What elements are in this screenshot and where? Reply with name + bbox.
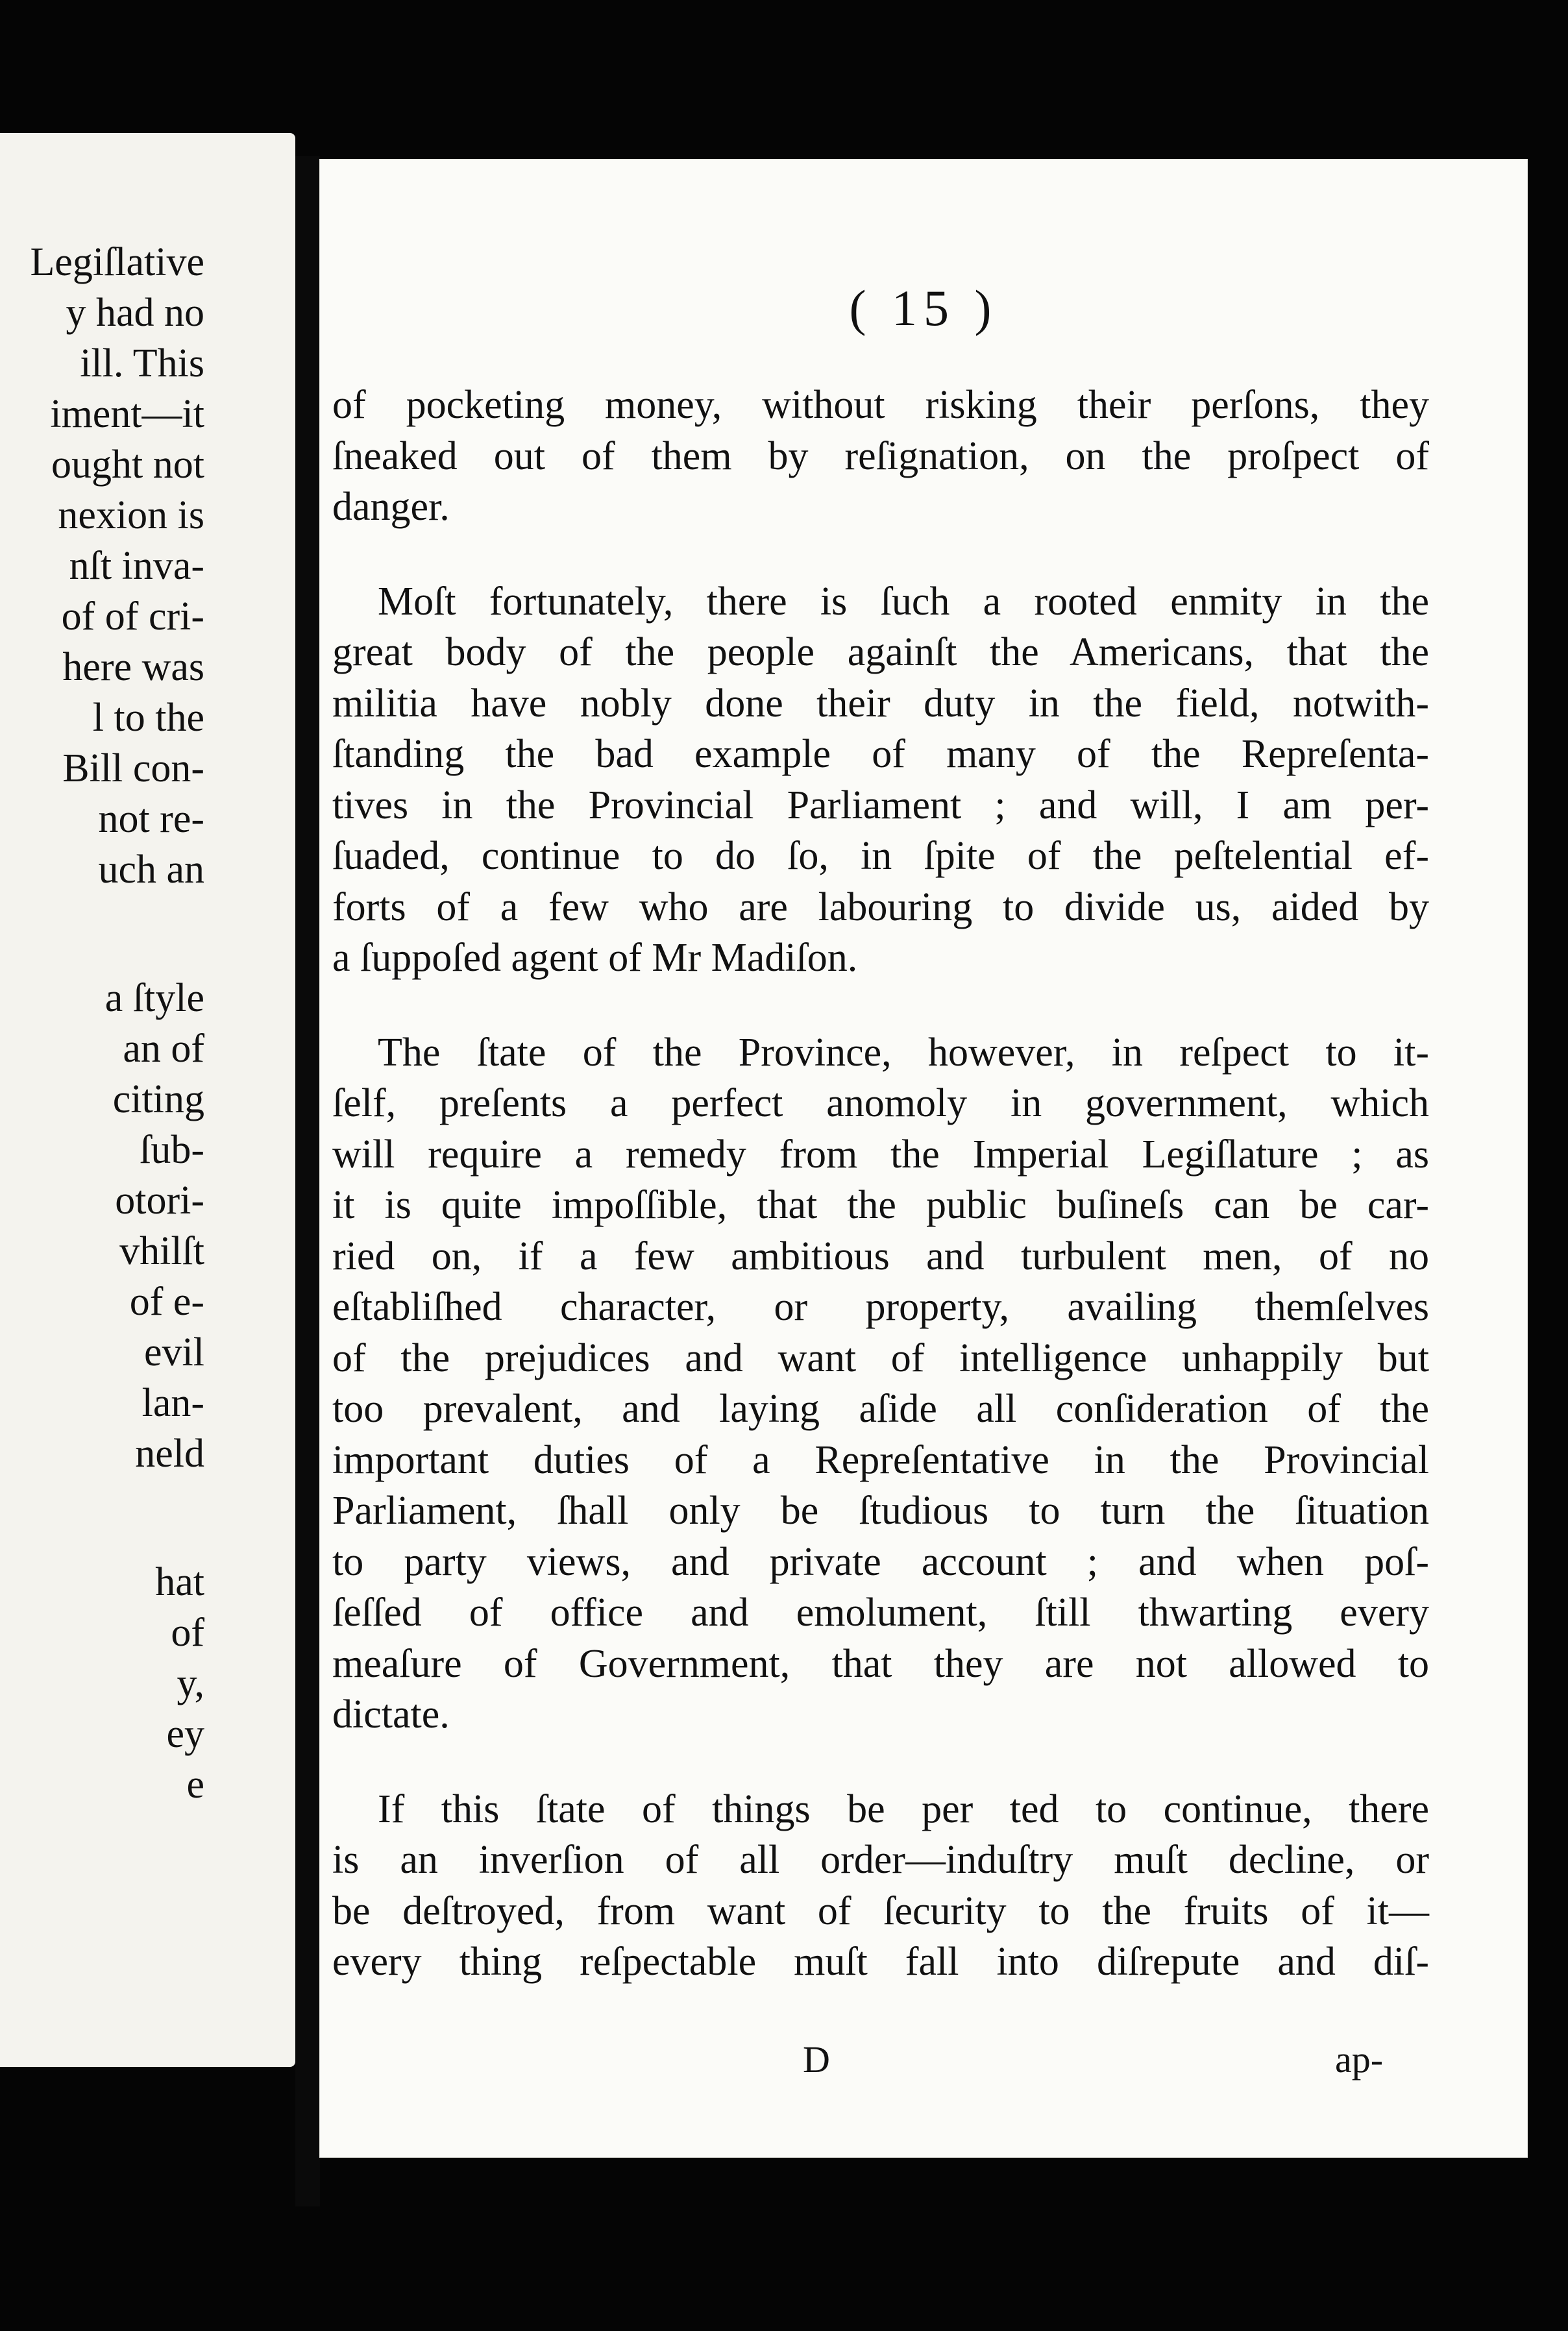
text-line: eſtabliſhed character, or property, availing themſelves [332,1285,1429,1329]
left-page-line: uch an [98,848,204,892]
paragraph-gap [332,533,1429,576]
text-line: every thing reſpectable muſt fall into diſrepute and diſ- [332,1940,1429,1984]
left-page-line: e [186,1763,204,1807]
left-page-line: a ſtyle [104,976,204,1020]
left-page-line: hat [155,1560,204,1604]
paragraph [332,1027,1429,1740]
text-line: The ſtate of the Province, however, in reſpect to it- [378,1030,1429,1075]
text-line: tives in the Provincial Parliament ; and will, I am per- [332,783,1429,827]
left-page-line: ill. This [80,341,204,385]
left-page-text [0,237,286,1810]
text-line: dictate. [332,1692,450,1737]
left-page-line: y had no [66,291,204,335]
left-page-line: of of cri- [61,594,204,639]
page-body [332,380,1429,1988]
text-line: ſeſſed of office and emolument, ſtill thwarting every [332,1591,1429,1635]
left-page-line: here was [62,645,204,689]
text-line: a ſuppoſed agent of Mr Madiſon. [332,936,858,980]
text-line: too prevalent, and laying aſide all conſideration of the [332,1387,1429,1431]
catchword: ap- [1335,2038,1384,2081]
text-line: forts of a few who are labouring to divide us, aided by [332,885,1429,929]
left-page-line: neld [135,1432,204,1476]
text-line: of the prejudices and want of intelligence unhappily but [332,1336,1429,1380]
text-line: will require a remedy from the Imperial Legiſlature ; as [332,1132,1429,1177]
text-line: ſelf, preſents a perfect anomoly in government, which [332,1081,1429,1125]
right-page [319,159,1528,2158]
text-line: meaſure of Government, that they are not allowed to [332,1641,1429,1686]
left-page-line: nſt inva- [69,544,204,588]
paragraph [332,1784,1429,1988]
left-page-line: citing [112,1077,204,1121]
paragraph [332,576,1429,984]
text-line: ried on, if a few ambitious and turbulent men, of no [332,1234,1429,1278]
book-gutter [295,156,320,2206]
left-page-line: ought not [51,443,204,487]
left-page-gap [0,1479,286,1557]
text-line: to party views, and private account ; and when poſ- [332,1539,1429,1584]
left-page-line: lan- [141,1381,204,1425]
left-page-line: of [171,1611,204,1655]
text-line: it is quite impoſſible, that the public buſineſs can be car- [332,1183,1429,1227]
left-page-line: Legiſlative [30,240,204,284]
paragraph [332,380,1429,533]
text-line: be deſtroyed, from want of ſecurity to the fruits of it— [332,1888,1429,1933]
text-line: ſtanding the bad example of many of the Repreſenta- [332,732,1429,776]
text-line: ſneaked out of them by reſignation, on the proſpect of [332,433,1429,478]
text-line: If this ſtate of things be per ted to continue, there [378,1787,1429,1831]
left-page-line: evil [144,1330,204,1374]
left-page-line: of e- [129,1280,204,1324]
paragraph-gap [332,1740,1429,1784]
left-page-line: y, [177,1661,204,1705]
left-page-line: an of [123,1027,204,1071]
text-line: is an inverſion of all order—induſtry muſt decline, or [332,1838,1429,1882]
left-page-line: otori- [115,1178,204,1223]
text-line: important duties of a Repreſentative in the Provincial [332,1437,1429,1482]
left-facing-page [0,133,295,2067]
text-line: militia have nobly done their duty in the field, notwith- [332,681,1429,726]
left-page-line: vhilſt [119,1229,204,1273]
text-line: Parliament, ſhall only be ſtudious to turn the ſituation [332,1489,1429,1533]
text-line: ſuaded, continue to do ſo, in ſpite of the peſtelential ef- [332,834,1429,878]
left-page-line: nexion is [58,493,204,537]
left-page-line: not re- [98,797,204,841]
page-number: ( 15 ) [849,280,998,336]
left-page-line: ſub- [140,1128,204,1172]
signature-mark: D [803,2038,830,2081]
text-line: danger. [332,485,450,529]
left-page-gap [0,895,286,973]
text-line: of pocketing money, without risking their perſons, they [332,383,1429,427]
left-page-line: iment—it [50,392,204,436]
text-line: great body of the people againſt the Americans, that the [332,630,1429,674]
text-line: Moſt fortunately, there is ſuch a rooted enmity in the [378,579,1429,624]
left-page-line: ey [166,1712,204,1756]
left-page-line: l to the [92,696,204,740]
left-page-line: Bill con- [62,746,204,790]
paragraph-gap [332,984,1429,1027]
